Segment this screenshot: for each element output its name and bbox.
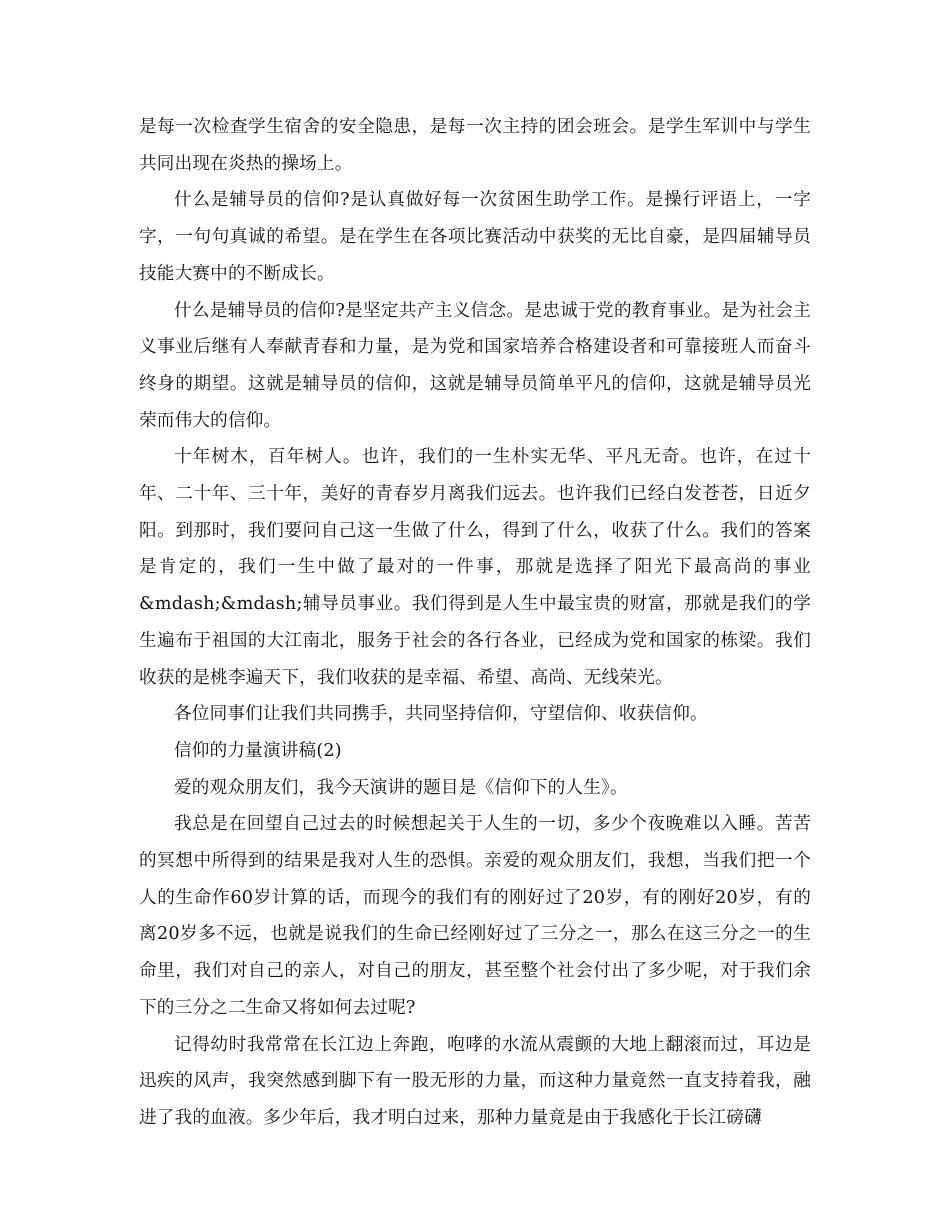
document-body [139,109,811,1137]
paragraph-5: 各位同事们让我们共同携手，共同坚持信仰，守望信仰、收获信仰。 [174,704,708,725]
paragraph-7: 爱的观众朋友们，我今天演讲的题目是《信仰下的人生》。 [174,777,628,798]
section-title: 信仰的力量演讲稿(2) [174,740,342,761]
paragraph-4: 十年树木，百年树人。也许，我们的一生朴实无华、平凡无奇。也许，在过十年、二十年、三十年，美好的青春岁月离我们远去。也许我们已经白发苍苍，日近夕阳。到那时，我们要问自己这一生做了什么，得到了什么，收获了什么。我们的答案是肯定的，我们一生中做了最对的一件事，那就是选择了阳光下最高尚的事业&mdash;&mdash;辅导员事业。我们得到是人生中最宝贵的财富，那就是我们的学生遍布于祖国的大江南北，服务于社会的各行各业，已经成为党和国家的栋梁。我们收获的是桃李遍天下，我们收获的是幸福、希望、高尚、无线荣光。 [139,447,811,688]
paragraph-2: 什么是辅导员的信仰?是认真做好每一次贫困生助学工作。是操行评语上，一字字，一句句真诚的希望。是在学生在各项比赛活动中获奖的无比自豪，是四届辅导员技能大赛中的不断成长。 [139,190,811,284]
paragraph-1: 是每一次检查学生宿舍的安全隐患，是每一次主持的团会班会。是学生军训中与学生共同出现在炎热的操场上。 [139,117,811,174]
paragraph-9: 记得幼时我常常在长江边上奔跑，咆哮的水流从震颤的大地上翻滚而过，耳边是迅疾的风声，我突然感到脚下有一股无形的力量，而这种力量竟然一直支持着我，融进了我的血液。多少年后，我才明白过来，那种力量竟是由于我感化于长江磅礴 [139,1034,811,1128]
paragraph-3: 什么是辅导员的信仰?是坚定共产主义信念。是忠诚于党的教育事业。是为社会主义事业后继有人奉献青春和力量，是为党和国家培养合格建设者和可靠接班人而奋斗终身的期望。这就是辅导员的信仰，这就是辅导员简单平凡的信仰，这就是辅导员光荣而伟大的信仰。 [139,300,811,431]
paragraph-8: 我总是在回望自己过去的时候想起关于人生的一切，多少个夜晚难以入睡。苦苦的冥想中所得到的结果是我对人生的恐惧。亲爱的观众朋友们，我想，当我们把一个人的生命作60岁计算的话，而现今的我们有的刚好过了20岁，有的刚好20岁，有的离20岁多不远，也就是说我们的生命已经刚好过了三分之一，那么在这三分之一的生命里，我们对自己的亲人，对自己的朋友，甚至整个社会付出了多少呢，对于我们余下的三分之二生命又将如何去过呢? [139,814,811,1018]
